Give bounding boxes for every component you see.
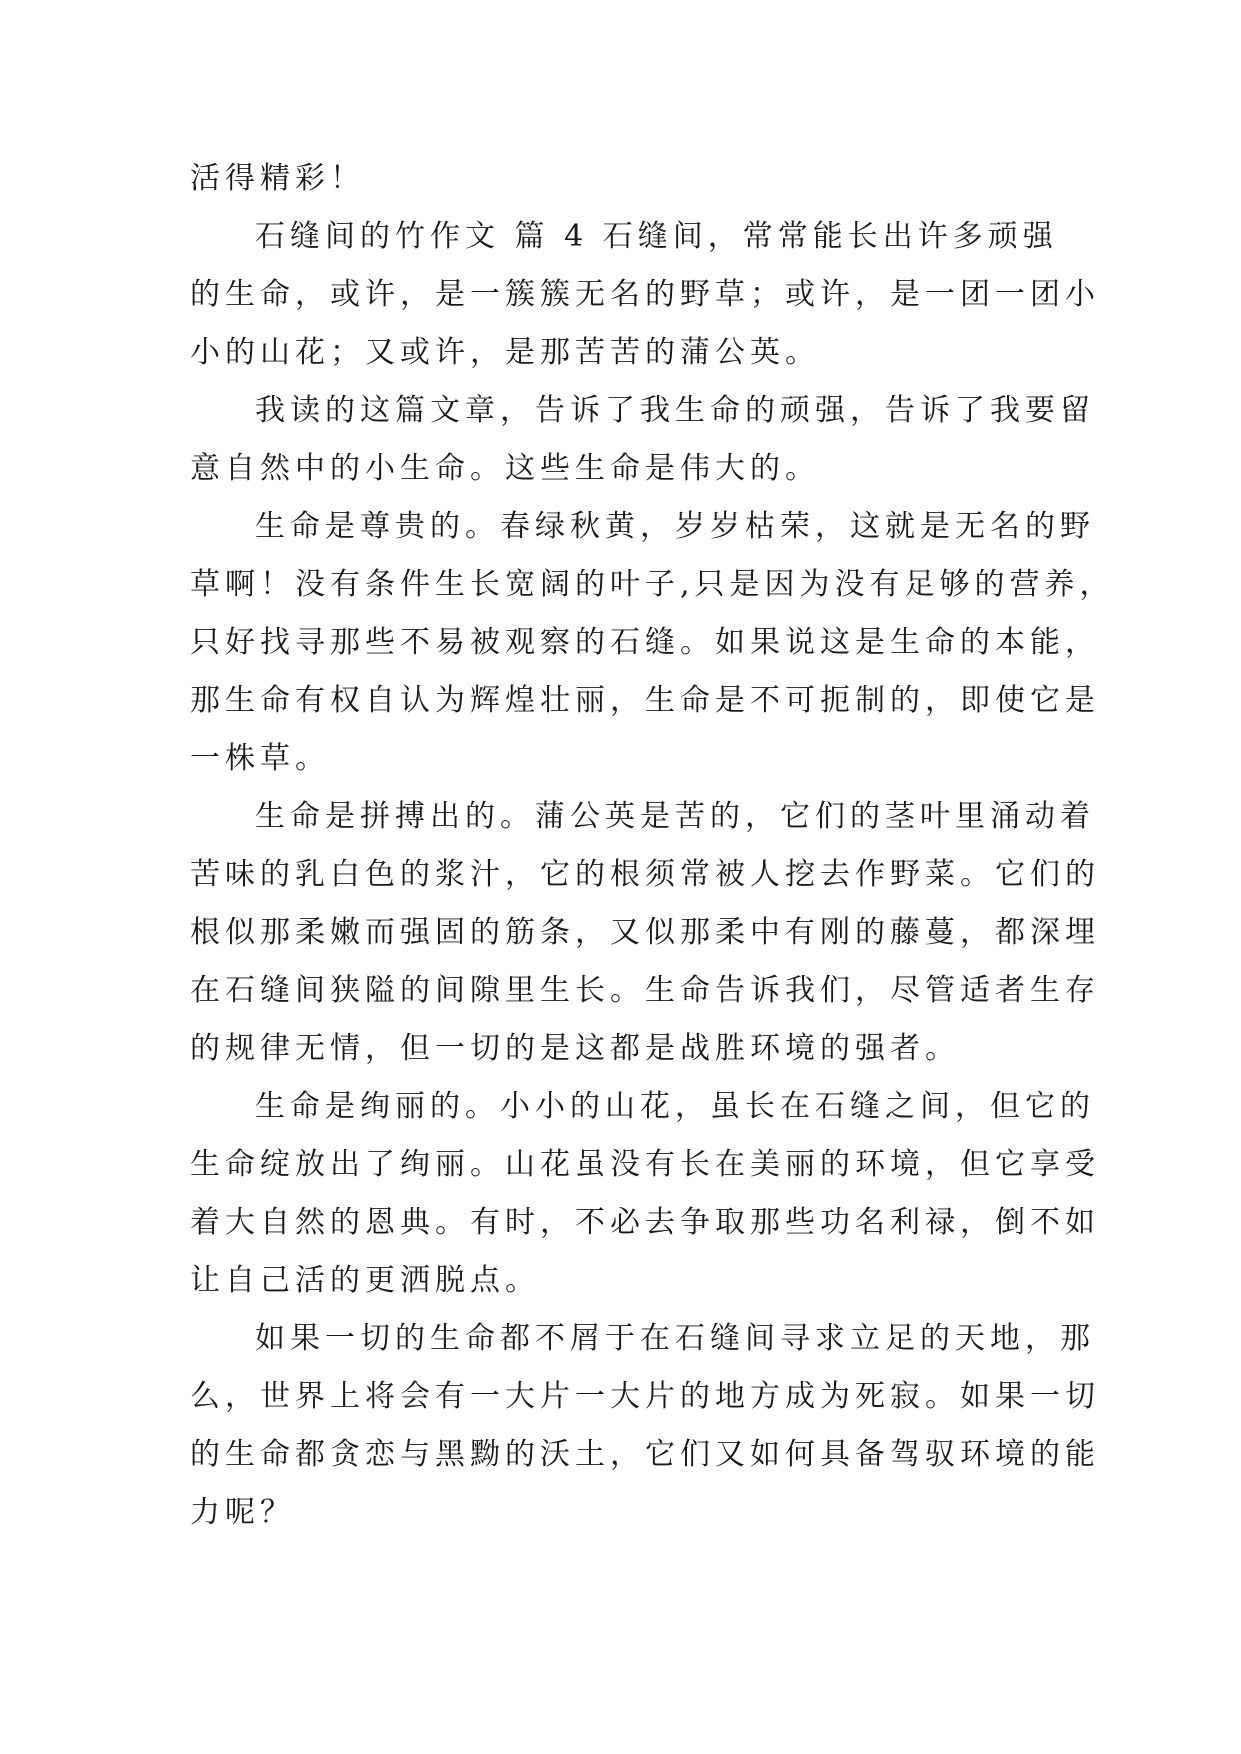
text-line: 的生命都贪恋与黑黝的沃土，它们又如何具备驾驭环境的能 <box>190 1437 1100 1472</box>
text-line: 么，世界上将会有一大片一大片的地方成为死寂。如果一切 <box>190 1379 1100 1414</box>
text-line: 如果一切的生命都不屑于在石缝间寻求立足的天地，那 <box>255 1321 1095 1356</box>
text-line: 生命是尊贵的。春绿秋黄，岁岁枯荣，这就是无名的野 <box>255 509 1095 544</box>
text-line: 小的山花；又或许，是那苦苦的蒲公英。 <box>190 335 820 370</box>
text-line: 意自然中的小生命。这些生命是伟大的。 <box>190 451 820 486</box>
text-line: 的规律无情，但一切的是这都是战胜环境的强者。 <box>190 1031 960 1066</box>
text-line: 着大自然的恩典。有时，不必去争取那些功名利禄，倒不如 <box>190 1205 1100 1240</box>
text-line: 根似那柔嫩而强固的筋条，又似那柔中有刚的藤蔓，都深埋 <box>190 915 1100 950</box>
text-line: 生命是拼搏出的。蒲公英是苦的，它们的茎叶里涌动着 <box>255 799 1095 834</box>
text-line: 活得精彩！ <box>190 161 365 196</box>
text-line: 力呢？ <box>190 1495 295 1530</box>
text-line: 生命绽放出了绚丽。山花虽没有长在美丽的环境，但它享受 <box>190 1147 1100 1182</box>
text-line: 生命是绚丽的。小小的山花，虽长在石缝之间，但它的 <box>255 1089 1095 1124</box>
text-line: 的生命，或许，是一簇簇无名的野草；或许，是一团一团小 <box>190 277 1100 312</box>
document-body <box>190 150 1115 1542</box>
text-line: 一株草。 <box>190 741 330 776</box>
text-line: 那生命有权自认为辉煌壮丽，生命是不可扼制的，即使它是 <box>190 683 1100 718</box>
text-line: 只好找寻那些不易被观察的石缝。如果说这是生命的本能， <box>190 625 1100 660</box>
text-line: 让自己活的更洒脱点。 <box>190 1263 540 1298</box>
text-line: 石缝间的竹作文 篇 4 石缝间，常常能长出许多顽强 <box>255 219 1058 254</box>
text-line: 苦味的乳白色的浆汁，它的根须常被人挖去作野菜。它们的 <box>190 857 1100 892</box>
text-line: 草啊！没有条件生长宽阔的叶子,只是因为没有足够的营养， <box>190 567 1115 602</box>
text-line: 我读的这篇文章，告诉了我生命的顽强，告诉了我要留 <box>255 393 1095 428</box>
text-line: 在石缝间狭隘的间隙里生长。生命告诉我们，尽管适者生存 <box>190 973 1100 1008</box>
